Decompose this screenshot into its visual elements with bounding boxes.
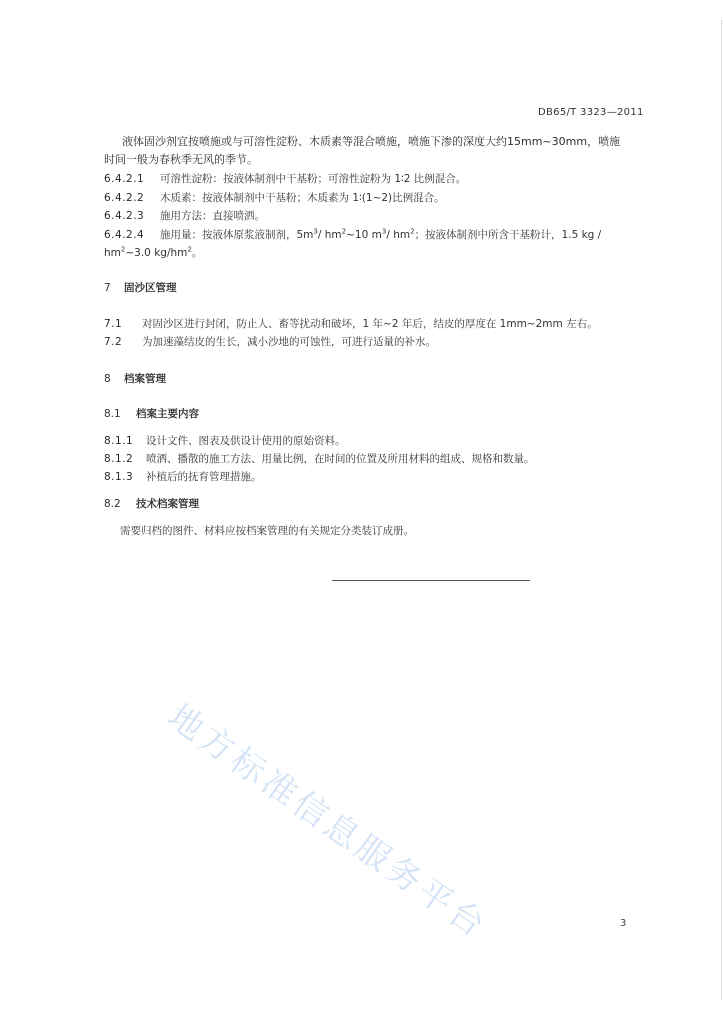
clause-6421 (104, 172, 644, 186)
chapter-number: 7 (104, 282, 111, 294)
clause-text: 可溶性淀粉：按液体制剂中干基粉；可溶性淀粉为 1∶2 比例混合。 (160, 173, 467, 185)
clause-text: 对固沙区进行封闭，防止人、畜等扰动和破坏，1 年~2 年后，结皮的厚度在 1mm~2mm 左右。 (142, 318, 598, 330)
intro-line-2: 时间一般为春秋季无风的季节。 (104, 153, 258, 166)
clause-6424-continued: $hm^2\sim 3.0$ $kg/hm^2$。 (104, 245, 203, 259)
clause-811 (104, 434, 644, 448)
section-82-body: 需要归档的图件、材料应按档案管理的有关规定分类装订成册。 (120, 525, 414, 537)
watermark-text: 地方标准信息服务平台 (160, 696, 495, 948)
section-number: 8.2 (104, 498, 121, 510)
clause-812 (104, 452, 644, 466)
clause-number: 8.1.1 (104, 435, 134, 447)
scan-edge-divider (718, 20, 722, 1000)
section-81-heading (104, 407, 199, 421)
clause-6423 (104, 209, 644, 223)
clause-number: 6.4.2.3 (104, 210, 145, 222)
clause-number: 6.4.2.1 (104, 173, 145, 185)
clause-text: 木质素：按液体制剂中干基粉；木质素为 1∶(1~2)比例混合。 (160, 192, 445, 204)
clause-text: 设计文件、图表及供设计使用的原始资料。 (146, 435, 346, 447)
chapter-7-heading (104, 281, 177, 295)
clause-813 (104, 470, 644, 484)
intro-paragraph (104, 133, 642, 169)
chapter-8-heading (104, 372, 166, 386)
chapter-title: 档案管理 (124, 373, 166, 385)
section-title: 档案主要内容 (136, 408, 199, 420)
clause-text: 施用量：按液体原浆液制剂，$5m^3/$ $hm^2\sim 10$ $m^3/$ $hm^2$；按液体制剂中所含干基粉计，1.5 kg / (160, 227, 602, 241)
clause-number: 7.2 (104, 336, 123, 348)
section-82-heading (104, 497, 199, 511)
clause-6422 (104, 191, 644, 205)
chapter-number: 8 (104, 373, 111, 385)
clause-text: 喷洒、播散的施工方法、用量比例，在时间的位置及所用材料的组成、规格和数量。 (146, 453, 535, 465)
clause-71 (104, 317, 644, 331)
clause-text: 为加速藻结皮的生长，减小沙地的可蚀性，可进行适量的补水。 (142, 336, 436, 348)
section-title: 技术档案管理 (136, 498, 199, 510)
clause-6424 (104, 228, 644, 242)
chapter-title: 固沙区管理 (124, 282, 177, 294)
clause-72 (104, 335, 644, 349)
clause-number: 7.1 (104, 318, 123, 330)
clause-number: 8.1.3 (104, 471, 134, 483)
clause-number: 8.1.2 (104, 453, 134, 465)
intro-line-1: 液体固沙剂宜按喷施或与可溶性淀粉、木质素等混合喷施，喷施下渗的深度大约15mm~30mm，喷施 (122, 135, 621, 148)
clause-text: 施用方法：直接喷洒。 (160, 210, 265, 222)
clause-number: 6.4.2.4 (104, 229, 145, 241)
clause-text: 补植后的抚育管理措施。 (146, 471, 262, 483)
end-of-standard-rule (332, 580, 530, 581)
section-number: 8.1 (104, 408, 121, 420)
clause-number: 6.4.2.2 (104, 192, 145, 204)
standard-number-header: DB65/T 3323—2011 (538, 107, 644, 118)
page-number: 3 (620, 918, 627, 929)
